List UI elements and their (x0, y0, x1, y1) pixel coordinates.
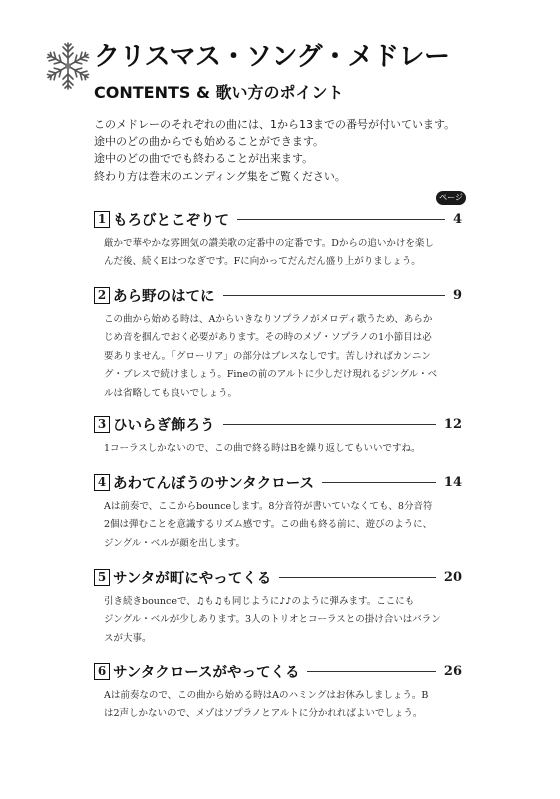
leader-line (307, 671, 435, 672)
entry-title: サンタが町にやってくる (113, 570, 272, 587)
leader-line (223, 295, 445, 296)
description-line: スが大事。 (104, 632, 152, 644)
contents-entry-4 (94, 471, 462, 553)
intro-line: 途中のどの曲からでも始めることができます。 (94, 135, 325, 149)
contents-entry-1 (94, 208, 462, 272)
entry-title: あわてんぼうのサンタクロース (113, 475, 314, 492)
contents-entry-5 (94, 566, 462, 648)
description-line: 引き続きbounceで、♫も♫も同じように♪♪のように弾みます。ここにも (104, 596, 415, 607)
description-line: 1コーラスしかないので、この曲で終る時はBを繰り返してもいいですね。 (104, 443, 421, 454)
entry-number: 2 (94, 287, 110, 304)
description-line: ジングル・ベルが少しあります。3人のトリオとコーラスとの掛け合いはバラン (104, 614, 441, 626)
leader-line (223, 424, 436, 425)
entry-description (104, 498, 462, 553)
entry-heading[interactable] (94, 413, 462, 435)
description-line: この曲から始める時は、Aからいきなりソプラノがメロディ歌うため、あらか (104, 314, 433, 325)
entry-number: 6 (94, 663, 110, 680)
entry-heading[interactable] (94, 284, 462, 306)
entry-page-number: 12 (443, 416, 462, 432)
description-line: 2個は弾むことを意識するリズム感です。この曲も終る前に、遊びのように、 (104, 519, 433, 531)
description-line: グ・ブレスで続けましょう。Fineの前のアルトに少しだけ現れるジングル・ベ (104, 369, 438, 381)
entry-page-number: 20 (443, 569, 462, 585)
entry-page-number: 14 (443, 474, 462, 490)
entry-description (104, 235, 462, 272)
description-line: Aは前奏なので、この曲から始める時はAのハミングはお休みしましょう。B (104, 690, 429, 701)
entry-description (104, 593, 462, 648)
entry-page-number: 9 (452, 287, 462, 303)
entry-number: 3 (94, 416, 110, 433)
description-line: 厳かで華やかな雰囲気の讃美歌の定番中の定番です。Dからの追いかけを楽し (104, 238, 434, 249)
entry-title: あら野のはてに (113, 288, 215, 305)
entry-description (104, 440, 462, 458)
description-line: 要ありません。「グローリア」の部分はブレスなしです。苦しければカンニン (104, 350, 431, 362)
entry-title: ひいらぎ飾ろう (113, 417, 215, 434)
entry-description (104, 311, 462, 403)
intro-line: 終わり方は巻末のエンディング集をご覧ください。 (94, 169, 346, 183)
entry-heading[interactable] (94, 660, 462, 682)
snowflake-icon (42, 40, 94, 92)
description-line: んだ後、続くEはつなぎです。Fに向かってだんだん盛り上がりましょう。 (104, 256, 421, 268)
entry-page-number: 4 (452, 211, 462, 227)
leader-line (279, 577, 436, 578)
page-title: クリスマス・ソング・メドレー (94, 42, 450, 72)
description-line: ジングル・ベルが顔を出します。 (104, 537, 246, 549)
entry-number: 5 (94, 569, 110, 586)
description-line: Aは前奏で、ここからbounceします。8分音符が書いていなくても、8分音符 (104, 501, 433, 512)
entry-title: もろびとこぞりて (113, 212, 229, 229)
entry-title: サンタクロースがやってくる (113, 664, 300, 681)
leader-line (322, 482, 436, 483)
entry-page-number: 26 (443, 663, 462, 679)
entry-heading[interactable] (94, 208, 462, 230)
contents-entry-3 (94, 413, 462, 458)
description-line: は2声しかないので、メゾはソプラノとアルトに分かれればよいでしょう。 (104, 708, 423, 720)
page-column-label: ページ (436, 191, 466, 205)
contents-entry-6 (94, 660, 462, 724)
contents-entry-2 (94, 284, 462, 403)
entry-number: 4 (94, 474, 110, 491)
intro-line: 途中のどの曲ででも終わることが出来ます。 (94, 152, 314, 166)
intro-line: このメドレーのそれぞれの曲には、1から13までの番号が付いています。 (94, 118, 456, 131)
description-line: じめ音を掴んでおく必要があります。その時のメゾ・ソプラノの1小節目は必 (104, 332, 432, 344)
leader-line (237, 219, 445, 220)
intro-text (94, 116, 474, 185)
entry-description (104, 687, 462, 724)
entry-heading[interactable] (94, 471, 462, 493)
entry-number: 1 (94, 211, 110, 228)
entry-heading[interactable] (94, 566, 462, 588)
description-line: ルは省略しても良いでしょう。 (104, 387, 238, 399)
page-subtitle: CONTENTS & 歌い方のポイント (94, 83, 344, 102)
